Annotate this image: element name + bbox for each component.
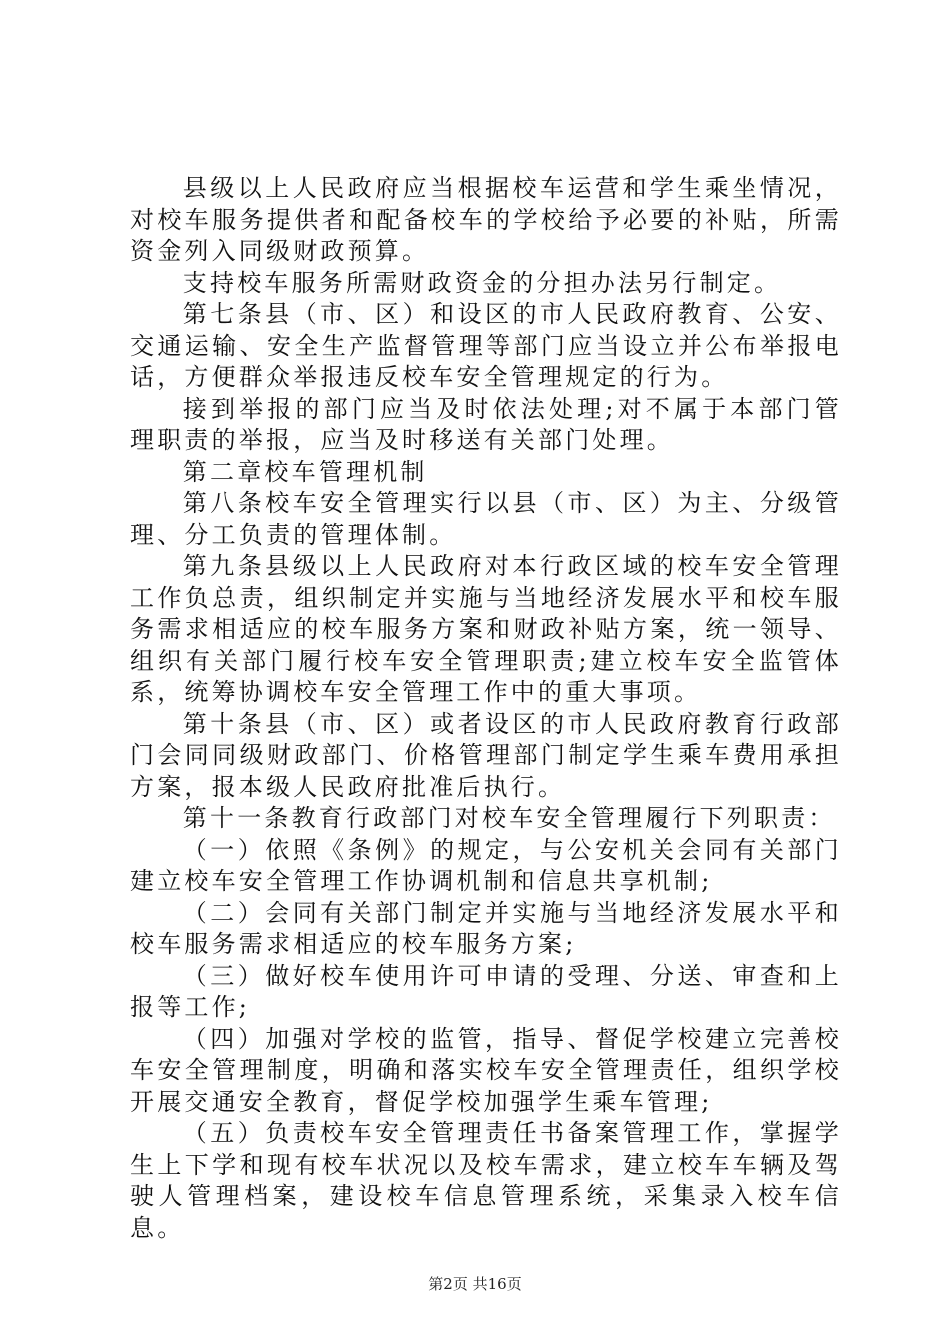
paragraph: 第八条校车安全管理实行以县（市、区）为主、分级管理、分工负责的管理体制。 (130, 489, 842, 549)
list-item: （五）负责校车安全管理责任书备案管理工作，掌握学生上下学和现有校车状况以及校车需求，建立校车车辆及驾驶人管理档案，建设校车信息管理系统，采集录入校车信息。 (130, 1119, 842, 1242)
list-item: （四）加强对学校的监管，指导、督促学校建立完善校车安全管理制度，明确和落实校车安全管理责任，组织学校开展交通安全教育，督促学校加强学生乘车管理; (130, 1024, 842, 1116)
chapter-heading: 第二章校车管理机制 (182, 457, 428, 486)
paragraph: 第十一条教育行政部门对校车安全管理履行下列职责： (182, 804, 836, 832)
paragraph: 第七条县（市、区）和设区的市人民政府教育、公安、交通运输、安全生产监督管理等部门应当设立并公布举报电话，方便群众举报违反校车安全管理规定的行为。 (130, 300, 842, 391)
list-item: （三）做好校车使用许可申请的受理、分送、审查和上报等工作; (130, 961, 842, 1021)
paragraph: 第十条县（市、区）或者设区的市人民政府教育行政部门会同同级财政部门、价格管理部门制定学生乘车费用承担方案，报本级人民政府批准后执行。 (130, 709, 842, 801)
paragraph: 县级以上人民政府应当根据校车运营和学生乘坐情况，对校车服务提供者和配备校车的学校给予必要的补贴，所需资金列入同级财政预算。 (130, 174, 842, 265)
paragraph: 支持校车服务所需财政资金的分担办法另行制定。 (182, 268, 782, 297)
list-item: （二）会同有关部门制定并实施与当地经济发展水平和校车服务需求相适应的校车服务方案; (130, 898, 842, 958)
paragraph: 第九条县级以上人民政府对本行政区域的校车安全管理工作负总责，组织制定并实施与当地经济发展水平和校车服务需求相适应的校车服务方案和财政补贴方案，统一领导、组织有关部门履行校车安全管理职责;建立校车安全监管体系，统筹协调校车安全管理工作中的重大事项。 (130, 552, 842, 706)
document-body (130, 173, 842, 1244)
list-item: （一）依照《条例》的规定，与公安机关会同有关部门建立校车安全管理工作协调机制和信息共享机制; (130, 835, 842, 895)
paragraph: 接到举报的部门应当及时依法处理;对不属于本部门管理职责的举报，应当及时移送有关部门处理。 (130, 394, 842, 454)
page-number-footer: 第2页 共16页 (428, 1275, 522, 1293)
